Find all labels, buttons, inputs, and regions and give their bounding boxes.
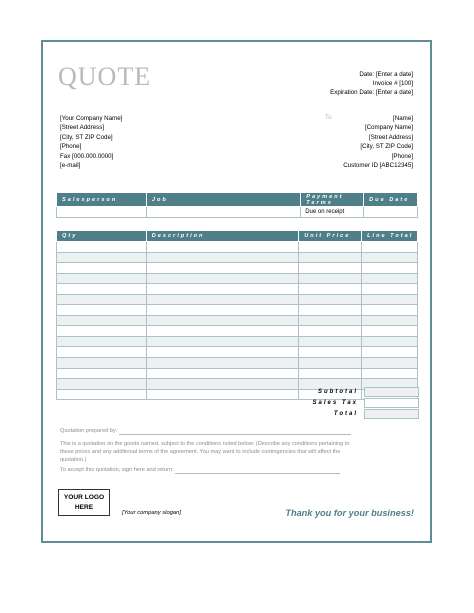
unit-price-cell[interactable] xyxy=(299,242,362,253)
fax[interactable]: Fax [000.000.0000] xyxy=(60,152,114,160)
recipient-street[interactable]: [Street Address] xyxy=(368,133,413,141)
customer-id[interactable]: Customer ID [ABC12345] xyxy=(343,162,413,170)
unit-price-cell[interactable] xyxy=(299,263,362,274)
qty-cell[interactable] xyxy=(57,284,147,295)
table-row xyxy=(57,368,418,379)
subtotal-row xyxy=(300,386,419,397)
line-total-cell[interactable] xyxy=(362,326,418,337)
qty-cell[interactable] xyxy=(57,389,147,400)
recipient-company[interactable]: [Company Name] xyxy=(364,124,413,132)
table-row xyxy=(57,326,418,337)
accept-signature-line[interactable] xyxy=(175,473,340,474)
description-cell[interactable] xyxy=(146,284,299,295)
line-total-cell[interactable] xyxy=(362,368,418,379)
sender-address xyxy=(60,114,122,170)
quote-meta xyxy=(330,71,413,97)
header-qty: Qty xyxy=(57,231,147,242)
line-total-cell[interactable] xyxy=(362,284,418,295)
header-line-total: Line Total xyxy=(362,231,418,242)
table-row xyxy=(57,252,418,263)
table-row xyxy=(57,305,418,316)
recipient-city-state-zip[interactable]: [City, ST ZIP Code] xyxy=(360,143,413,151)
date-field[interactable]: Date: [Enter a date] xyxy=(359,71,413,78)
qty-cell[interactable] xyxy=(57,305,147,316)
qty-cell[interactable] xyxy=(57,252,147,263)
unit-price-cell[interactable] xyxy=(299,336,362,347)
header-description: Description xyxy=(146,231,299,242)
unit-price-cell[interactable] xyxy=(299,358,362,369)
description-cell[interactable] xyxy=(146,379,299,390)
payment-terms-cell[interactable]: Due on receipt xyxy=(301,207,364,218)
sales-tax-label: Sales Tax xyxy=(312,399,358,406)
unit-price-cell[interactable] xyxy=(299,305,362,316)
line-total-cell[interactable] xyxy=(362,315,418,326)
description-cell[interactable] xyxy=(146,242,299,253)
description-cell[interactable] xyxy=(146,326,299,337)
description-cell[interactable] xyxy=(146,347,299,358)
line-total-cell[interactable] xyxy=(362,242,418,253)
logo-placeholder[interactable] xyxy=(58,489,110,516)
totals-block xyxy=(300,386,419,419)
header-payment-terms: Payment Terms xyxy=(301,193,364,207)
description-cell[interactable] xyxy=(146,358,299,369)
qty-cell[interactable] xyxy=(57,368,147,379)
qty-cell[interactable] xyxy=(57,315,147,326)
recipient-address xyxy=(343,114,413,170)
expiration-date-field[interactable]: Expiration Date: [Enter a date] xyxy=(330,88,413,96)
line-items-table xyxy=(56,230,418,400)
description-cell[interactable] xyxy=(146,389,299,400)
unit-price-cell[interactable] xyxy=(299,273,362,284)
recipient-phone[interactable]: [Phone] xyxy=(391,152,413,160)
accept-line xyxy=(60,466,340,474)
job-cell[interactable] xyxy=(146,207,300,218)
table-row xyxy=(57,336,418,347)
qty-cell[interactable] xyxy=(57,358,147,369)
unit-price-cell[interactable] xyxy=(299,347,362,358)
sales-info-table xyxy=(56,192,418,218)
total-cell[interactable] xyxy=(364,409,419,419)
header-unit-price: Unit Price xyxy=(299,231,362,242)
header-salesperson: Salesperson xyxy=(57,193,147,207)
description-cell[interactable] xyxy=(146,368,299,379)
company-slogan[interactable]: [Your company slogan] xyxy=(122,510,181,516)
unit-price-cell[interactable] xyxy=(299,368,362,379)
table-row xyxy=(57,284,418,295)
qty-cell[interactable] xyxy=(57,379,147,390)
table-row xyxy=(57,358,418,369)
prepared-by-label: Quotation prepared by: xyxy=(60,428,118,434)
table-row xyxy=(57,273,418,284)
city-state-zip[interactable]: [City, ST ZIP Code] xyxy=(60,133,113,141)
sales-tax-cell[interactable] xyxy=(364,398,419,408)
subtotal-cell[interactable] xyxy=(364,387,419,397)
line-total-cell[interactable] xyxy=(362,305,418,316)
description-cell[interactable] xyxy=(146,252,299,263)
table-row xyxy=(57,315,418,326)
description-cell[interactable] xyxy=(146,263,299,274)
logo-text-line1: YOUR LOGO xyxy=(63,494,105,501)
accept-label: To accept this quotation, sign here and return: xyxy=(60,467,174,473)
table-row xyxy=(57,294,418,305)
total-row xyxy=(300,408,419,419)
line-total-cell[interactable] xyxy=(362,273,418,284)
qty-cell[interactable] xyxy=(57,336,147,347)
qty-cell[interactable] xyxy=(57,347,147,358)
unit-price-cell[interactable] xyxy=(299,284,362,295)
qty-cell[interactable] xyxy=(57,294,147,305)
qty-cell[interactable] xyxy=(57,326,147,337)
disclaimer-text: This is a quotation on the goods named, subject to the conditions noted below: (Describe any conditions pertaining to these prices and any additional terms of the agreement. You may want to include contingencies that will affect the quotation.) xyxy=(60,441,350,463)
qty-cell[interactable] xyxy=(57,273,147,284)
unit-price-cell[interactable] xyxy=(299,252,362,263)
description-cell[interactable] xyxy=(146,315,299,326)
line-total-cell[interactable] xyxy=(362,263,418,274)
line-total-cell[interactable] xyxy=(362,358,418,369)
sales-tax-row xyxy=(300,397,419,408)
description-cell[interactable] xyxy=(146,336,299,347)
unit-price-cell[interactable] xyxy=(299,315,362,326)
due-date-cell[interactable] xyxy=(364,207,418,218)
qty-cell[interactable] xyxy=(57,263,147,274)
salesperson-cell[interactable] xyxy=(57,207,147,218)
line-total-cell[interactable] xyxy=(362,252,418,263)
prepared-by-signature-line[interactable] xyxy=(119,434,351,435)
table-row xyxy=(57,242,418,253)
table-row xyxy=(57,347,418,358)
prepared-by-line xyxy=(60,427,351,435)
line-total-cell[interactable] xyxy=(362,336,418,347)
invoice-number-field[interactable]: Invoice # [100] xyxy=(372,79,413,87)
description-cell[interactable] xyxy=(146,305,299,316)
document-title: QUOTE xyxy=(58,62,152,91)
unit-price-cell[interactable] xyxy=(299,294,362,305)
total-label: Total xyxy=(333,410,358,417)
line-total-cell[interactable] xyxy=(362,347,418,358)
phone[interactable]: [Phone] xyxy=(60,143,82,151)
header-due-date: Due Date xyxy=(364,193,418,207)
qty-cell[interactable] xyxy=(57,242,147,253)
recipient-name[interactable]: [Name] xyxy=(393,115,413,122)
description-cell[interactable] xyxy=(146,273,299,284)
street-address[interactable]: [Street Address] xyxy=(60,124,105,132)
subtotal-label: Subtotal xyxy=(318,388,358,395)
to-label: To xyxy=(325,114,332,121)
email[interactable]: [e-mail] xyxy=(60,162,81,170)
table-row xyxy=(57,263,418,274)
unit-price-cell[interactable] xyxy=(299,326,362,337)
company-name[interactable]: [Your Company Name] xyxy=(60,115,123,122)
description-cell[interactable] xyxy=(146,294,299,305)
header-job: Job xyxy=(146,193,300,207)
line-total-cell[interactable] xyxy=(362,294,418,305)
logo-text-line2: HERE xyxy=(74,504,94,511)
thank-you-message: Thank you for your business! xyxy=(285,508,414,518)
